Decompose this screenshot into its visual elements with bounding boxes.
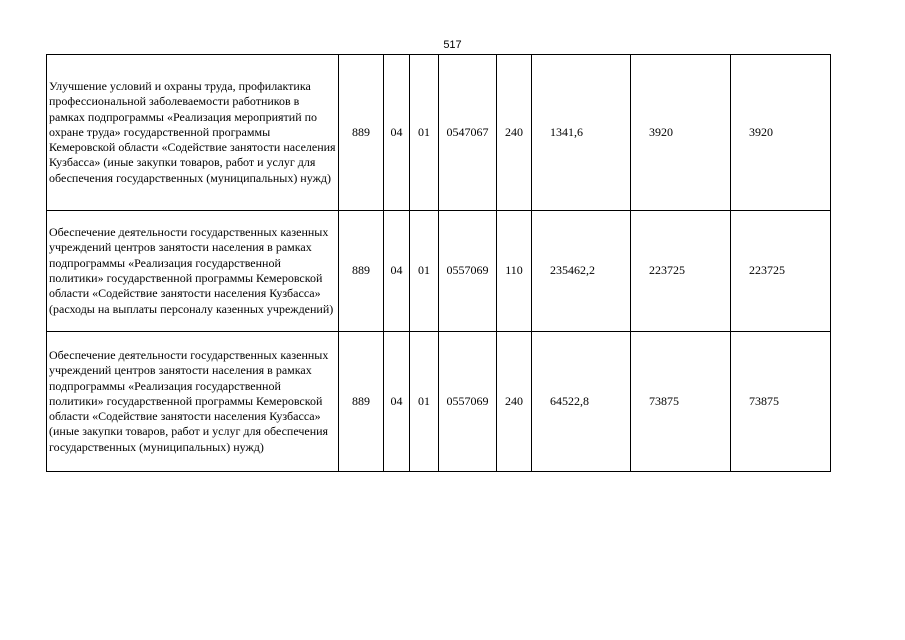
- ministry-code: 889: [339, 55, 384, 211]
- section-code: 04: [384, 332, 410, 472]
- target-article-code: 0557069: [439, 332, 497, 472]
- page-number: 517: [443, 39, 462, 51]
- amount-year-1: 235462,2: [532, 211, 631, 332]
- table-row: [47, 211, 831, 332]
- table-row: [47, 332, 831, 472]
- row-description: Улучшение условий и охраны труда, профилактика профессиональной заболеваемости работников в рамках подпрограммы «Реализация мероприятий по охране труда» государственной программы Кемеровской области «Содействие занятости населения Кузбасса» (иные закупки товаров, работ и услуг для обеспечения государственных (муниципальных) нужд): [47, 55, 339, 211]
- amount-year-1: 1341,6: [532, 55, 631, 211]
- amount-year-2: 73875: [631, 332, 731, 472]
- section-code: 04: [384, 211, 410, 332]
- row-description: Обеспечение деятельности государственных казенных учреждений центров занятости населения в рамках подпрограммы «Реализация государственной политики» государственной программы Кемеровской области «Содействие занятости населения Кузбасса» (расходы на выплаты персоналу казенных учреждений): [47, 211, 339, 332]
- subsection-code: 01: [410, 211, 439, 332]
- target-article-code: 0557069: [439, 211, 497, 332]
- amount-year-2: 3920: [631, 55, 731, 211]
- ministry-code: 889: [339, 332, 384, 472]
- amount-year-2: 223725: [631, 211, 731, 332]
- expense-type-code: 240: [497, 332, 532, 472]
- ministry-code: 889: [339, 211, 384, 332]
- amount-year-3: 223725: [731, 211, 831, 332]
- amount-year-1: 64522,8: [532, 332, 631, 472]
- amount-year-3: 3920: [731, 55, 831, 211]
- table-row: [47, 55, 831, 211]
- subsection-code: 01: [410, 55, 439, 211]
- section-code: 04: [384, 55, 410, 211]
- amount-year-3: 73875: [731, 332, 831, 472]
- expense-type-code: 110: [497, 211, 532, 332]
- target-article-code: 0547067: [439, 55, 497, 211]
- row-description: Обеспечение деятельности государственных казенных учреждений центров занятости населения в рамках подпрограммы «Реализация государственной политики» государственной программы Кемеровской области «Содействие занятости населения Кузбасса» (иные закупки товаров, работ и услуг для обеспечения государственных (муниципальных) нужд): [47, 332, 339, 472]
- budget-table: [46, 54, 831, 472]
- subsection-code: 01: [410, 332, 439, 472]
- expense-type-code: 240: [497, 55, 532, 211]
